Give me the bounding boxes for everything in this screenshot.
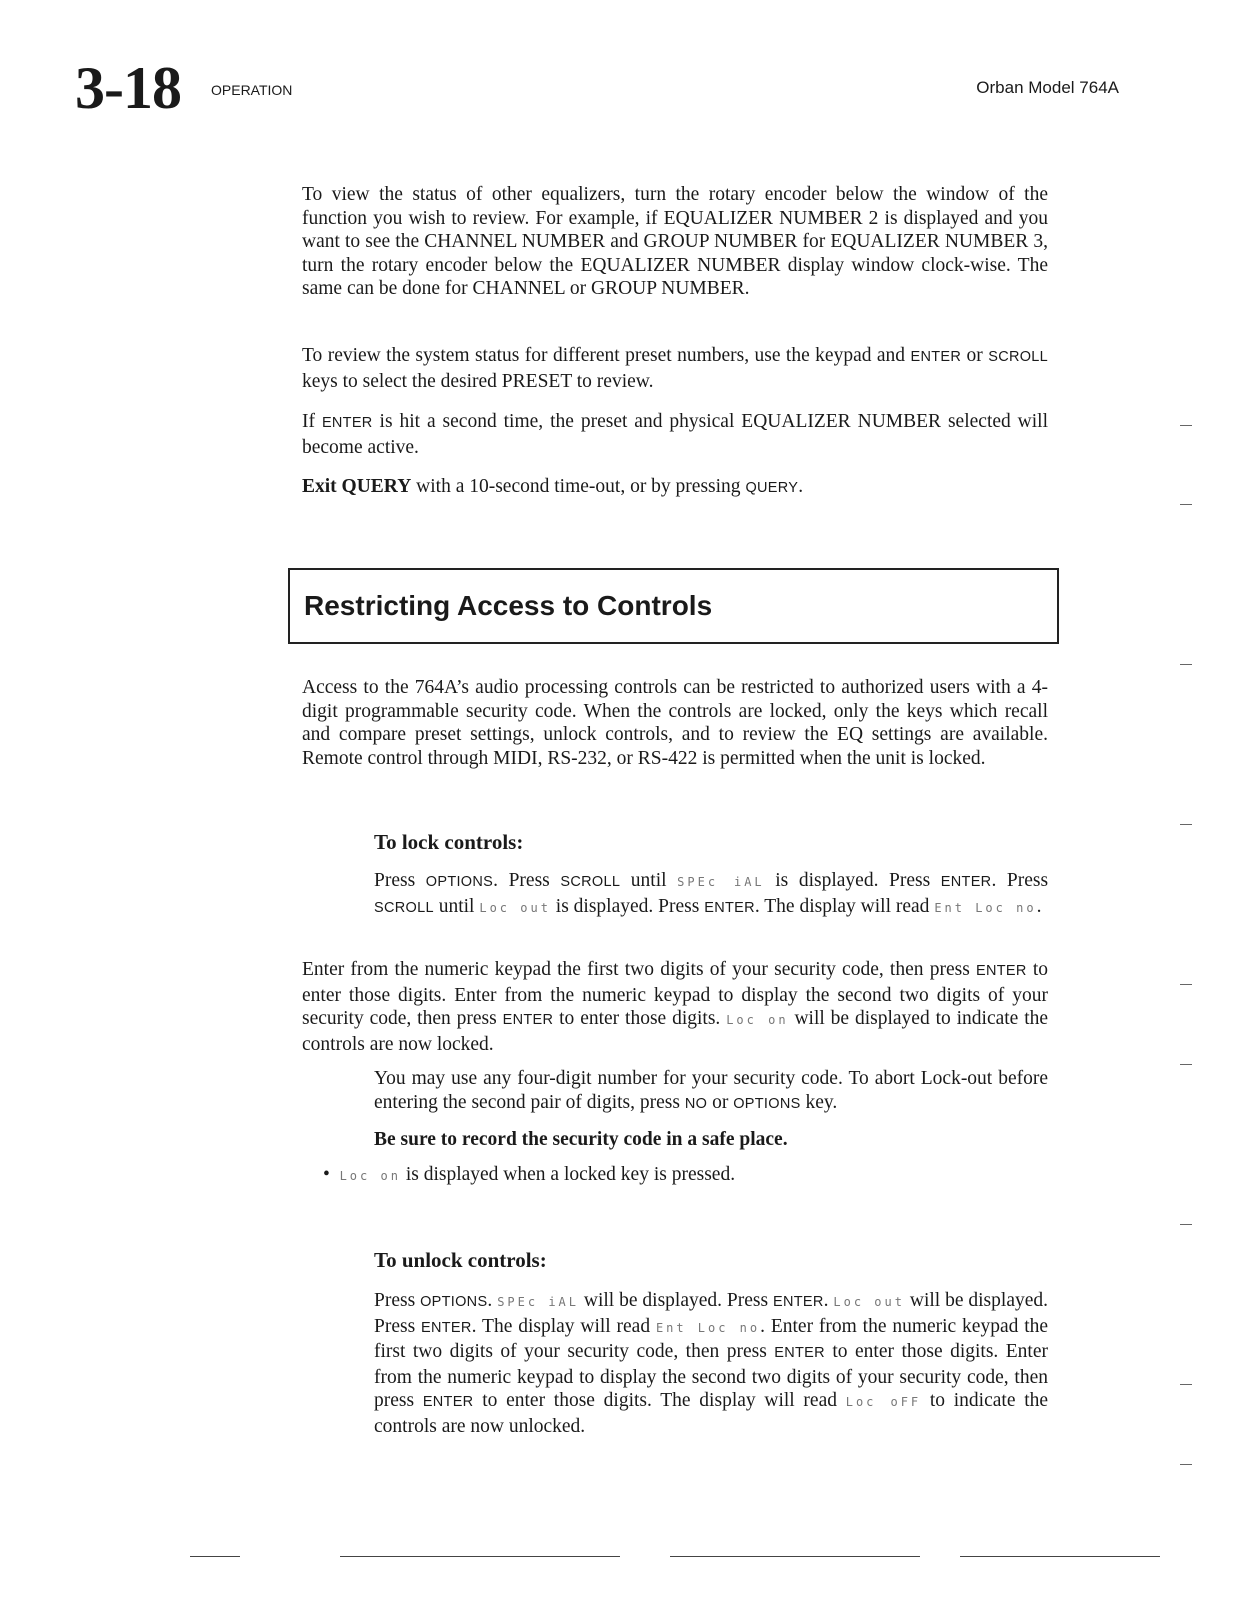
- query-paragraph-2: To review the system status for different preset numbers, use the keypad and ENTER or SCROLL keys to select the desired PRESET to review.: [302, 345, 1049, 392]
- section-title: Restricting Access to Controls: [304, 590, 713, 621]
- scan-rule: [340, 1556, 620, 1557]
- margin-mark: [1180, 1384, 1192, 1385]
- query-paragraph-4: Exit QUERY with a 10-second time-out, or by pressing QUERY.: [302, 476, 804, 497]
- scan-rule: [190, 1556, 240, 1557]
- product-name: Orban Model 764A: [976, 78, 1119, 97]
- margin-mark: [1180, 1064, 1192, 1065]
- query-key: QUERY: [745, 480, 799, 496]
- lcd-ent-loc: Ent Loc no: [655, 1320, 761, 1335]
- enter-key: ENTER: [910, 349, 962, 365]
- section-heading-box: [288, 568, 1059, 644]
- lock-steps: Press OPTIONS. Press SCROLL until SPEc iAL is displayed. Press ENTER. Press SCROLL until Loc out is displayed. Press ENTER. The display will read Ent Loc no.: [374, 870, 1049, 917]
- scan-rule: [960, 1556, 1160, 1557]
- lcd-lockout: Loc out: [833, 1295, 905, 1309]
- query-paragraph-1: To view the status of other equalizers, turn the rotary encoder below the window of the function you wish to review. For example, if EQUALIZER NUMBER 2 is displayed and you want to see the CHANNEL NUMBER and GROUP NUMBER for EQUALIZER NUMBER 3, turn the rotary encoder below the EQUALIZER NUMBER display window clock-wise. The same can be done for CHANNEL or GROUP NUMBER.: [302, 184, 1048, 300]
- unlock-heading: To unlock controls:: [374, 1248, 547, 1272]
- margin-mark: [1180, 1224, 1192, 1225]
- lock-note: You may use any four-digit number for your security code. To abort Lock-out before entering the second pair of digits, press NO or OPTIONS key.: [374, 1068, 1048, 1113]
- lcd-loc-on: Loc on: [726, 1013, 789, 1028]
- section-intro: Access to the 764A’s audio processing controls can be restricted to authorized users with a 4-digit programmable security code. When the controls are locked, only the keys which recall and compare preset settings, unlock controls, and to review the EQ settings are available. Remote control through MIDI, RS-232, or RS-422 is permitted when the unit is locked.: [302, 677, 1048, 769]
- section-label: OPERATION: [211, 82, 293, 98]
- lcd-special: SPEc iAL: [677, 875, 765, 889]
- lock-bullet: • Loc on is displayed when a locked key is pressed.: [323, 1164, 736, 1185]
- lock-enter-paragraph: Enter from the numeric keypad the first two digits of your security code, then press ENTER to enter those digits. Enter from the numeric keypad to display the second two digits of your security code, then press ENTER to enter those digits. Loc on will be displayed to indicate the controls are now locked.: [302, 959, 1049, 1055]
- lock-heading: To lock controls:: [374, 830, 524, 854]
- margin-mark: [1180, 984, 1192, 985]
- margin-mark: [1180, 425, 1192, 426]
- margin-mark: [1180, 824, 1192, 825]
- margin-mark: [1180, 664, 1192, 665]
- lcd-special: SPEc iAL: [497, 1295, 579, 1309]
- page-number: 3-18: [75, 55, 181, 121]
- scroll-key: SCROLL: [988, 349, 1049, 365]
- enter-key: ENTER: [321, 415, 373, 431]
- lcd-loc-off: Loc oFF: [845, 1395, 922, 1410]
- lcd-lockout: Loc out: [479, 900, 551, 915]
- margin-mark: [1180, 1464, 1192, 1465]
- query-paragraph-3: If ENTER is hit a second time, the preset and physical EQUALIZER NUMBER selected will become active.: [302, 411, 1049, 458]
- margin-mark: [1180, 504, 1192, 505]
- lcd-loc-on: Loc on: [339, 1169, 401, 1183]
- lock-warning: Be sure to record the security code in a safe place.: [374, 1129, 788, 1150]
- unlock-steps: Press OPTIONS. SPEc iAL will be displayed. Press ENTER. Loc out will be displayed. Press ENTER. The display will read Ent Loc no. Enter from the numeric keypad the first two digits of your security code, then press ENTER to enter those digits. Enter from the numeric keypad to display the second two digits of your security code, then press ENTER to enter those digits. The display will read Loc oFF to indicate the controls are now unlocked.: [374, 1290, 1049, 1437]
- scan-rule: [670, 1556, 920, 1557]
- lcd-ent-loc: Ent Loc no: [934, 900, 1037, 915]
